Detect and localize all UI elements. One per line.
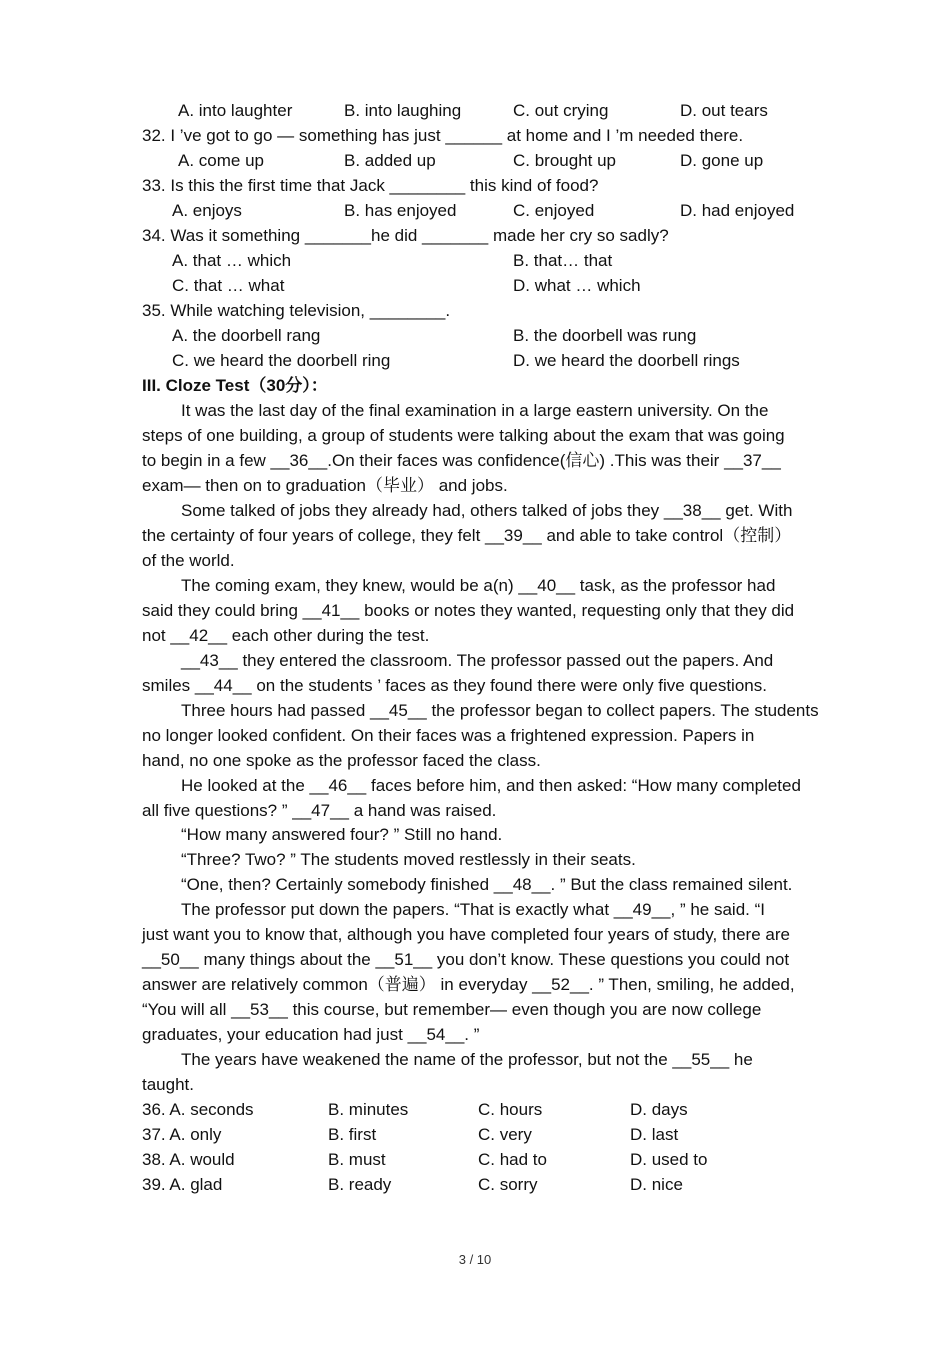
option-a: 39. A. glad xyxy=(142,1175,223,1194)
q33-option-d: D. had enjoyed xyxy=(680,201,795,220)
passage-line: The years have weakened the name of the professor, but not the __55__ he xyxy=(181,1050,753,1069)
option-d: D. nice xyxy=(630,1175,683,1194)
passage-line: __43__ they entered the classroom. The professor passed out the papers. And xyxy=(181,651,774,670)
q32-option-c: C. brought up xyxy=(513,151,617,170)
q31-option-c: C. out crying xyxy=(513,101,609,120)
option-b: B. ready xyxy=(328,1175,392,1194)
q34-option-d: D. what … which xyxy=(513,276,641,295)
passage-line: __50__ many things about the __51__ you don’t know. These questions you could not xyxy=(142,950,790,969)
q33-stem: 33. Is this the first time that Jack ________ this kind of food? xyxy=(142,176,599,195)
q34-stem: 34. Was it something _______he did _______ made her cry so sadly? xyxy=(142,226,669,245)
q34-option-c: C. that … what xyxy=(172,276,285,295)
passage-line: He looked at the __46__ faces before him, and then asked: “How many completed xyxy=(181,776,801,795)
passage-line: exam— then on to graduation（毕业） and jobs. xyxy=(142,476,508,495)
passage-line: smiles __44__ on the students ’ faces as they found there were only five questions. xyxy=(142,676,767,695)
option-c: C. had to xyxy=(478,1150,547,1169)
passage-line: no longer looked confident. On their faces was a frightened expression. Papers in xyxy=(142,726,755,745)
passage-line: steps of one building, a group of students were talking about the exam that was going xyxy=(142,426,785,445)
q35-option-a: A. the doorbell rang xyxy=(172,326,321,345)
passage-line: just want you to know that, although you have completed four years of study, there are xyxy=(142,925,790,944)
passage-line: hand, no one spoke as the professor faced the class. xyxy=(142,751,541,770)
passage-line: Some talked of jobs they already had, others talked of jobs they __38__ get. With xyxy=(181,501,793,520)
q32-option-a: A. come up xyxy=(178,151,264,170)
passage-line: “One, then? Certainly somebody finished __48__. ” But the class remained silent. xyxy=(181,875,793,894)
q31-option-b: B. into laughing xyxy=(344,101,462,120)
page-number: 3 / 10 xyxy=(458,1252,492,1267)
option-c: C. hours xyxy=(478,1100,543,1119)
q32-option-b: B. added up xyxy=(344,151,436,170)
section-title: III. Cloze Test（30分）： xyxy=(142,376,328,395)
passage-line: “You will all __53__ this course, but remember— even though you are now college xyxy=(142,1000,762,1019)
option-b: B. minutes xyxy=(328,1100,409,1119)
passage-line: “Three? Two? ” The students moved restlessly in their seats. xyxy=(181,850,636,869)
q33-option-c: C. enjoyed xyxy=(513,201,595,220)
q34-option-a: A. that … which xyxy=(172,251,292,270)
q31-option-d: D. out tears xyxy=(680,101,768,120)
q33-option-a: A. enjoys xyxy=(172,201,242,220)
passage-line: to begin in a few __36__.On their faces was confidence(信心) .This was their __37__ xyxy=(142,451,781,470)
q33-option-b: B. has enjoyed xyxy=(344,201,457,220)
passage-line: graduates, your education had just __54__. ” xyxy=(142,1025,480,1044)
option-a: 38. A. would xyxy=(142,1150,235,1169)
q35-option-b: B. the doorbell was rung xyxy=(513,326,697,345)
option-c: C. sorry xyxy=(478,1175,538,1194)
option-a: 37. A. only xyxy=(142,1125,222,1144)
q35-option-c: C. we heard the doorbell ring xyxy=(172,351,391,370)
passage-line: It was the last day of the final examination in a large eastern university. On the xyxy=(181,401,769,420)
passage-line: not __42__ each other during the test. xyxy=(142,626,430,645)
option-b: B. must xyxy=(328,1150,386,1169)
passage-line: said they could bring __41__ books or notes they wanted, requesting only that they did xyxy=(142,601,795,620)
passage-line: all five questions? ” __47__ a hand was raised. xyxy=(142,801,497,820)
q32-stem: 32. I ’ve got to go — something has just ______ at home and I ’m needed there. xyxy=(142,126,744,145)
option-a: 36. A. seconds xyxy=(142,1100,254,1119)
q35-option-d: D. we heard the doorbell rings xyxy=(513,351,740,370)
option-d: D. days xyxy=(630,1100,688,1119)
q35-stem: 35. While watching television, ________. xyxy=(142,301,451,320)
q34-option-b: B. that… that xyxy=(513,251,613,270)
passage-line: of the world. xyxy=(142,551,235,570)
passage-line: Three hours had passed __45__ the professor began to collect papers. The students xyxy=(181,701,819,720)
option-d: D. used to xyxy=(630,1150,708,1169)
passage-line: answer are relatively common（普遍） in everyday __52__. ” Then, smiling, he added, xyxy=(142,975,795,994)
passage-line: The professor put down the papers. “That is exactly what __49__, ” he said. “I xyxy=(181,900,765,919)
passage-line: “How many answered four? ” Still no hand. xyxy=(181,825,503,844)
passage-line: taught. xyxy=(142,1075,194,1094)
passage-line: the certainty of four years of college, they felt __39__ and able to take control（控制） xyxy=(142,526,792,545)
option-d: D. last xyxy=(630,1125,679,1144)
passage-line: The coming exam, they knew, would be a(n) __40__ task, as the professor had xyxy=(181,576,776,595)
option-b: B. first xyxy=(328,1125,377,1144)
option-c: C. very xyxy=(478,1125,532,1144)
q31-option-a: A. into laughter xyxy=(178,101,293,120)
q32-option-d: D. gone up xyxy=(680,151,764,170)
